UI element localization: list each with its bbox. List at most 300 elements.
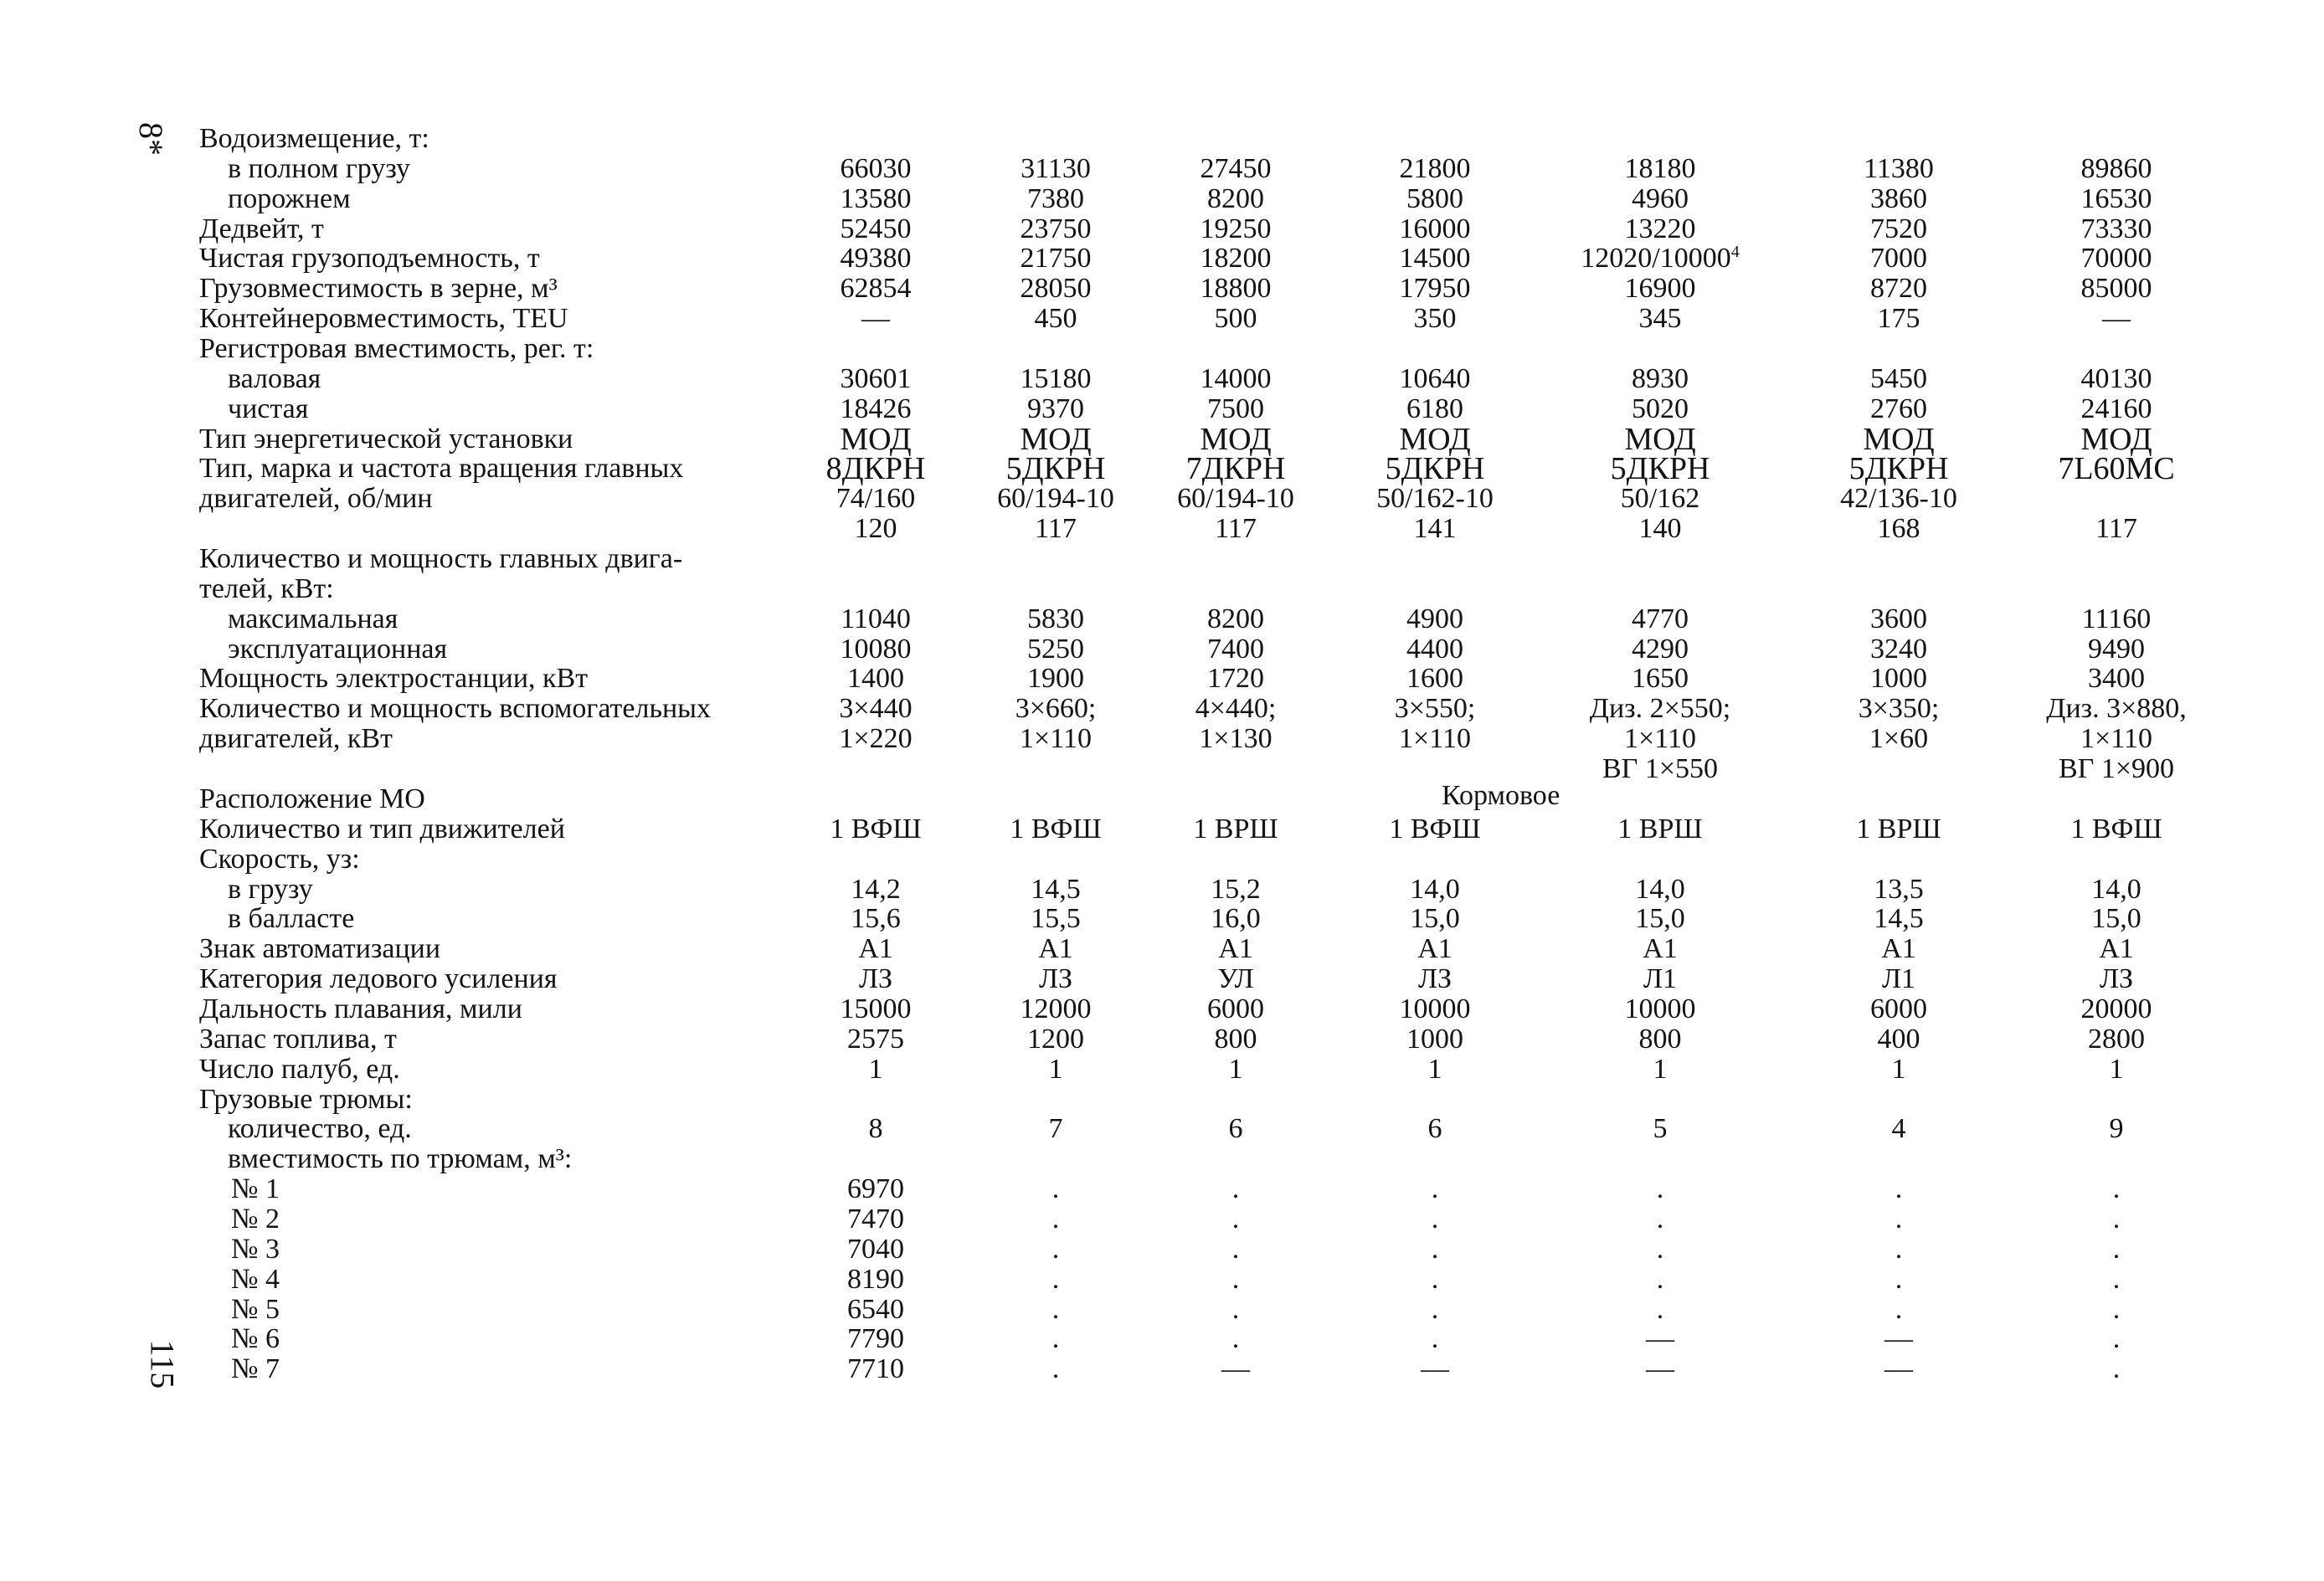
table-row (199, 875, 2208, 905)
cell-net-capacity-col-4: 14500 (1399, 243, 1471, 275)
cell-power-station-col-2: 1900 (1027, 663, 1084, 695)
cell-fuel-col-6: 400 (1877, 1023, 1920, 1055)
cell-net-capacity-col-5: 12020/10000$^4$ (1581, 243, 1740, 275)
cell-engine-type-col-4: 5ДКРН (1385, 451, 1485, 487)
cell-hold-6-col-7: . (2112, 1323, 2121, 1355)
cell-net-capacity-col-1: 49380 (840, 243, 912, 275)
cell-hold-3-col-1: 7040 (847, 1233, 904, 1265)
cell-operating-power-col-4: 4400 (1406, 633, 1463, 665)
row-label: в полном грузу (228, 152, 411, 184)
cell-net-col-1: 18426 (840, 393, 912, 424)
table-row (199, 1295, 2208, 1325)
cell-max-power-col-2: 5830 (1027, 603, 1084, 634)
cell-hold-1-col-7: . (2112, 1173, 2121, 1205)
cell-deadweight-col-6: 7520 (1870, 213, 1927, 244)
cell-propulsors-col-5: 1 ВРШ (1617, 813, 1703, 844)
cell-hold-1-col-4: . (1431, 1173, 1439, 1205)
cell-max-power-col-7: 11160 (2081, 603, 2152, 634)
cell-full-load-col-7: 89860 (2080, 152, 2152, 184)
row-label: № 2 (231, 1203, 280, 1235)
cell-speed-ballast-col-5: 15,0 (1635, 903, 1685, 935)
cell-range-col-1: 15000 (840, 993, 912, 1024)
cell-max-power-col-3: 8200 (1207, 603, 1264, 634)
cell-engine-rpm-col-6: 168 (1877, 513, 1920, 545)
table-row (199, 124, 2208, 154)
cell-operating-power-col-7: 9490 (2088, 633, 2145, 665)
cell-net-col-2: 9370 (1027, 393, 1084, 424)
cell-speed-loaded-col-6: 13,5 (1874, 873, 1924, 905)
cell-decks-col-7: 1 (2109, 1053, 2124, 1085)
cell-net-col-4: 6180 (1406, 393, 1463, 424)
table-row (199, 304, 2208, 334)
cell-hold-2-col-1: 7470 (847, 1203, 904, 1235)
table-row (199, 904, 2208, 934)
cell-holds-count-col-1: 8 (868, 1113, 883, 1145)
cell-hold-5-col-7: . (2112, 1293, 2121, 1325)
table-row (199, 1114, 2208, 1144)
cell-gross-col-3: 14000 (1200, 362, 1272, 394)
row-label: порожнем (228, 182, 351, 214)
cell-engine-type-col-5: 5ДКРН (1610, 451, 1710, 487)
cell-automation-col-7: А1 (2099, 933, 2134, 965)
cell-engine-rpm-col-7: 117 (2095, 513, 2137, 545)
cell-hold-6-col-4: . (1431, 1323, 1439, 1355)
table-row (199, 694, 2208, 724)
cell-engine-type-col-1: 8ДКРН (825, 451, 926, 487)
row-label: эксплуатационная (228, 633, 448, 665)
table-row (199, 184, 2208, 214)
cell-hold-5-col-6: . (1895, 1293, 1903, 1325)
table-row (199, 484, 2208, 514)
cell-power-plant-type-col-1: МОД (840, 421, 912, 457)
cell-speed-loaded-col-5: 14,0 (1635, 873, 1685, 905)
cell-speed-loaded-col-3: 15,2 (1211, 873, 1261, 905)
cell-speed-ballast-col-6: 14,5 (1874, 903, 1924, 935)
cell-holds-count-col-7: 9 (2109, 1113, 2124, 1145)
cell-hold-4-col-1: 8190 (847, 1263, 904, 1295)
cell-hold-4-col-6: . (1895, 1263, 1903, 1295)
cell-range-col-4: 10000 (1399, 993, 1471, 1024)
table-row (199, 754, 2208, 784)
cell-holds-count-col-6: 4 (1891, 1113, 1906, 1145)
cell-net-col-5: 5020 (1632, 393, 1689, 424)
cell-range-col-6: 6000 (1870, 993, 1927, 1024)
cell-ice-class-col-3: УЛ (1217, 963, 1254, 995)
cell-full-load-col-1: 66030 (840, 152, 912, 184)
cell-max-power-col-1: 11040 (841, 603, 911, 634)
engine-room-location-note: Кормовое (1442, 779, 1560, 811)
cell-gross-col-4: 10640 (1399, 362, 1471, 394)
table-row (199, 934, 2208, 964)
cell-holds-count-col-3: 6 (1228, 1113, 1243, 1145)
cell-hold-6-col-2: . (1051, 1323, 1060, 1355)
cell-hold-6-col-1: 7790 (847, 1323, 904, 1355)
table-row (199, 451, 2208, 487)
cell-hold-1-col-3: . (1231, 1173, 1240, 1205)
cell-holds-count-col-5: 5 (1653, 1113, 1668, 1145)
cell-operating-power-col-3: 7400 (1207, 633, 1264, 665)
cell-aux-engines-col-3: 4×440; (1195, 693, 1277, 725)
table-row (199, 664, 2208, 694)
cell-hold-1-col-5: . (1656, 1173, 1664, 1205)
cell-range-col-7: 20000 (2080, 993, 2152, 1024)
cell-aux-engines-2-col-6: 1×60 (1869, 723, 1929, 755)
cell-speed-loaded-col-2: 14,5 (1031, 873, 1081, 905)
cell-fuel-col-2: 1200 (1027, 1023, 1084, 1055)
cell-empty-col-2: 7380 (1027, 182, 1084, 214)
cell-teu-col-5: 345 (1638, 303, 1682, 335)
row-label: Тип, марка и частота вращения главных (199, 453, 684, 485)
table-row (199, 604, 2208, 634)
cell-grain-capacity-col-6: 8720 (1870, 273, 1927, 305)
row-label: Расположение МО (199, 783, 425, 814)
cell-ice-class-col-2: ЛЗ (1038, 963, 1073, 995)
cell-empty-col-4: 5800 (1406, 182, 1463, 214)
cell-power-station-col-4: 1600 (1406, 663, 1463, 695)
table-row (199, 1055, 2208, 1085)
row-label: двигателей, кВт (199, 723, 393, 755)
cell-full-load-col-2: 31130 (1021, 152, 1091, 184)
cell-grain-capacity-col-1: 62854 (840, 273, 912, 305)
cell-gross-col-5: 8930 (1632, 362, 1689, 394)
cell-propulsors-col-1: 1 ВФШ (830, 813, 922, 844)
cell-full-load-col-4: 21800 (1399, 152, 1471, 184)
cell-range-col-2: 12000 (1020, 993, 1092, 1024)
cell-speed-ballast-col-7: 15,0 (2091, 903, 2141, 935)
cell-engine-type-2-col-2: 60/194-10 (997, 483, 1114, 515)
cell-gross-col-6: 5450 (1870, 362, 1927, 394)
cell-power-plant-type-col-3: МОД (1200, 421, 1272, 457)
cell-hold-2-col-7: . (2112, 1203, 2121, 1235)
cell-hold-2-col-5: . (1656, 1203, 1664, 1235)
cell-range-col-3: 6000 (1207, 993, 1264, 1024)
cell-aux-engines-2-col-2: 1×110 (1020, 723, 1092, 755)
cell-deadweight-col-4: 16000 (1399, 213, 1471, 244)
table-row (199, 1354, 2208, 1384)
cell-hold-3-col-6: . (1895, 1233, 1903, 1265)
cell-net-col-3: 7500 (1207, 393, 1264, 424)
cell-hold-7-col-7: . (2112, 1353, 2121, 1385)
cell-engine-type-col-3: 7ДКРН (1185, 451, 1286, 487)
cell-hold-4-col-4: . (1431, 1263, 1439, 1295)
row-label: Дедвейт, т (199, 213, 324, 244)
cell-holds-count-col-4: 6 (1427, 1113, 1442, 1145)
cell-grain-capacity-col-2: 28050 (1020, 273, 1092, 305)
table-row (199, 334, 2208, 364)
cell-hold-7-col-5: — (1646, 1353, 1674, 1385)
cell-hold-4-col-3: . (1231, 1263, 1240, 1295)
cell-speed-ballast-col-2: 15,5 (1031, 903, 1081, 935)
cell-hold-1-col-2: . (1051, 1173, 1060, 1205)
cell-deadweight-col-3: 19250 (1200, 213, 1272, 244)
cell-full-load-col-3: 27450 (1200, 152, 1272, 184)
cell-empty-col-6: 3860 (1870, 182, 1927, 214)
cell-speed-ballast-col-3: 16,0 (1211, 903, 1261, 935)
cell-power-station-col-7: 3400 (2088, 663, 2145, 695)
page-header-mark: 8* (132, 122, 170, 156)
cell-hold-2-col-6: . (1895, 1203, 1903, 1235)
cell-hold-2-col-3: . (1231, 1203, 1240, 1235)
cell-hold-7-col-1: 7710 (847, 1353, 904, 1385)
table-row (199, 364, 2208, 394)
cell-power-plant-type-col-4: МОД (1399, 421, 1471, 457)
table-row (199, 724, 2208, 754)
table-row (199, 994, 2208, 1024)
cell-net-col-6: 2760 (1870, 393, 1927, 424)
cell-speed-loaded-col-1: 14,2 (851, 873, 901, 905)
cell-aux-engines-2-col-7: 1×110 (2080, 723, 2152, 755)
cell-hold-2-col-2: . (1051, 1203, 1060, 1235)
cell-aux-engines-col-5: Диз. 2×550; (1589, 693, 1731, 725)
cell-hold-5-col-2: . (1051, 1293, 1060, 1325)
cell-net-capacity-col-7: 70000 (2080, 243, 2152, 275)
row-label: Знак автоматизации (199, 933, 441, 965)
cell-propulsors-col-6: 1 ВРШ (1856, 813, 1941, 844)
cell-aux-engines-col-1: 3×440 (839, 693, 913, 725)
row-label: Количество и мощность вспомогательных (199, 693, 712, 725)
cell-deadweight-col-5: 13220 (1624, 213, 1696, 244)
cell-empty-col-7: 16530 (2080, 182, 2152, 214)
cell-ice-class-col-5: Л1 (1643, 963, 1678, 995)
cell-decks-col-6: 1 (1891, 1053, 1906, 1085)
row-label: № 1 (231, 1173, 280, 1205)
cell-engine-type-col-6: 5ДКРН (1848, 451, 1949, 487)
cell-fuel-col-4: 1000 (1406, 1023, 1463, 1055)
row-label: Количество и тип движителей (199, 813, 565, 844)
row-label: телей, кВт: (199, 572, 334, 604)
cell-empty-col-5: 4960 (1632, 182, 1689, 214)
row-label: количество, ед. (228, 1113, 412, 1145)
cell-hold-1-col-1: 6970 (847, 1173, 904, 1205)
cell-engine-type-2-col-5: 50/162 (1620, 483, 1700, 515)
table-row (199, 964, 2208, 994)
cell-max-power-col-6: 3600 (1870, 603, 1927, 634)
cell-propulsors-col-7: 1 ВФШ (2070, 813, 2162, 844)
cell-aux-engines-col-2: 3×660; (1015, 693, 1097, 725)
row-label: двигателей, об/мин (199, 483, 433, 515)
cell-gross-col-7: 40130 (2080, 362, 2152, 394)
table-row (199, 574, 2208, 604)
page-number: 115 (143, 1339, 182, 1389)
table-row (199, 1235, 2208, 1265)
cell-hold-3-col-2: . (1051, 1233, 1060, 1265)
row-label: в грузу (228, 873, 313, 905)
cell-max-power-col-4: 4900 (1406, 603, 1463, 634)
cell-hold-3-col-3: . (1231, 1233, 1240, 1265)
cell-fuel-col-3: 800 (1214, 1023, 1257, 1055)
row-label: Количество и мощность главных двига- (199, 543, 683, 575)
cell-operating-power-col-2: 5250 (1027, 633, 1084, 665)
cell-full-load-col-6: 11380 (1864, 152, 1934, 184)
table-row (199, 1144, 2208, 1174)
cell-hold-6-col-3: . (1231, 1323, 1240, 1355)
cell-net-capacity-col-2: 21750 (1020, 243, 1092, 275)
table-row (199, 814, 2208, 844)
cell-teu-col-3: 500 (1214, 303, 1257, 335)
cell-hold-3-col-7: . (2112, 1233, 2121, 1265)
table-row (199, 421, 2208, 457)
row-label: валовая (228, 362, 321, 394)
cell-automation-col-5: А1 (1643, 933, 1678, 965)
row-label: № 7 (231, 1353, 280, 1385)
cell-decks-col-3: 1 (1228, 1053, 1243, 1085)
cell-teu-col-1: — (861, 303, 890, 335)
cell-decks-col-4: 1 (1427, 1053, 1442, 1085)
cell-propulsors-col-4: 1 ВФШ (1389, 813, 1481, 844)
cell-hold-7-col-4: — (1421, 1353, 1449, 1385)
cell-power-station-col-5: 1650 (1632, 663, 1689, 695)
cell-net-capacity-col-6: 7000 (1870, 243, 1927, 275)
cell-operating-power-col-6: 3240 (1870, 633, 1927, 665)
row-label: чистая (228, 393, 309, 424)
row-label: Запас топлива, т (199, 1023, 397, 1055)
cell-teu-col-2: 450 (1034, 303, 1077, 335)
cell-hold-5-col-3: . (1231, 1293, 1240, 1325)
table-row (199, 514, 2208, 544)
cell-aux-engines-col-7: Диз. 3×880, (2046, 693, 2187, 725)
cell-speed-loaded-col-7: 14,0 (2091, 873, 2141, 905)
row-label: Водоизмещение, т: (199, 123, 429, 154)
cell-fuel-col-7: 2800 (2088, 1023, 2145, 1055)
table-row (199, 154, 2208, 184)
row-label: в балласте (228, 903, 355, 935)
table-row (199, 1324, 2208, 1354)
cell-hold-4-col-5: . (1656, 1263, 1664, 1295)
table-row (199, 634, 2208, 665)
row-label: Число палуб, ед. (199, 1053, 400, 1085)
cell-hold-3-col-4: . (1431, 1233, 1439, 1265)
row-label: № 3 (231, 1233, 280, 1265)
cell-fuel-col-5: 800 (1638, 1023, 1682, 1055)
row-label: вместимость по трюмам, м³: (228, 1143, 573, 1175)
cell-net-capacity-col-3: 18200 (1200, 243, 1272, 275)
cell-hold-4-col-2: . (1051, 1263, 1060, 1295)
cell-operating-power-col-5: 4290 (1632, 633, 1689, 665)
cell-engine-rpm-col-4: 141 (1413, 513, 1457, 545)
row-label: Чистая грузоподъемность, т (199, 243, 540, 275)
table-row (199, 1204, 2208, 1235)
cell-engine-rpm-col-1: 120 (854, 513, 897, 545)
cell-deadweight-col-1: 52450 (840, 213, 912, 244)
cell-automation-col-2: А1 (1038, 933, 1073, 965)
cell-aux-engines-2-col-5: 1×110 (1624, 723, 1696, 755)
cell-grain-capacity-col-5: 16900 (1624, 273, 1696, 305)
cell-aux-engines-2-col-3: 1×130 (1199, 723, 1273, 755)
table-row (199, 1265, 2208, 1295)
cell-holds-count-col-2: 7 (1048, 1113, 1063, 1145)
cell-aux-engines-3-col-7: ВГ 1×900 (2058, 753, 2174, 785)
table-row (199, 844, 2208, 875)
cell-hold-2-col-4: . (1431, 1203, 1439, 1235)
cell-grain-capacity-col-3: 18800 (1200, 273, 1272, 305)
row-label: Грузовые трюмы: (199, 1083, 413, 1115)
cell-aux-engines-col-4: 3×550; (1394, 693, 1476, 725)
row-label: максимальная (228, 603, 398, 634)
cell-speed-ballast-col-1: 15,6 (851, 903, 901, 935)
cell-automation-col-6: А1 (1881, 933, 1916, 965)
cell-engine-type-2-col-1: 74/160 (836, 483, 916, 515)
cell-power-plant-type-col-7: МОД (2080, 421, 2152, 457)
row-label: Мощность электростанции, кВт (199, 663, 589, 695)
cell-engine-type-col-2: 5ДКРН (1005, 451, 1106, 487)
cell-empty-col-3: 8200 (1207, 182, 1264, 214)
cell-aux-engines-col-6: 3×350; (1858, 693, 1940, 725)
cell-aux-engines-3-col-5: ВГ 1×550 (1602, 753, 1718, 785)
cell-deadweight-col-2: 23750 (1020, 213, 1092, 244)
cell-engine-type-2-col-3: 60/194-10 (1177, 483, 1294, 515)
cell-teu-col-4: 350 (1413, 303, 1457, 335)
cell-engine-type-2-col-6: 42/136-10 (1840, 483, 1957, 515)
cell-operating-power-col-1: 10080 (840, 633, 912, 665)
row-label: № 4 (231, 1263, 280, 1295)
cell-automation-col-3: А1 (1218, 933, 1253, 965)
row-label: № 6 (231, 1323, 280, 1355)
cell-hold-3-col-5: . (1656, 1233, 1664, 1265)
row-label: Тип энергетической установки (199, 423, 573, 454)
cell-hold-5-col-4: . (1431, 1293, 1439, 1325)
cell-range-col-5: 10000 (1624, 993, 1696, 1024)
cell-hold-4-col-7: . (2112, 1263, 2121, 1295)
cell-engine-rpm-col-5: 140 (1638, 513, 1682, 545)
cell-hold-1-col-6: . (1895, 1173, 1903, 1205)
cell-teu-col-7: — (2102, 303, 2131, 335)
cell-decks-col-5: 1 (1653, 1053, 1668, 1085)
table-row (199, 1174, 2208, 1204)
table-row (199, 244, 2208, 274)
cell-ice-class-col-7: ЛЗ (2099, 963, 2134, 995)
cell-grain-capacity-col-4: 17950 (1399, 273, 1471, 305)
cell-engine-type-col-7: 7L60MC (2058, 451, 2175, 487)
cell-power-plant-type-col-5: МОД (1624, 421, 1696, 457)
table-row (199, 214, 2208, 244)
cell-power-plant-type-col-2: МОД (1020, 421, 1092, 457)
cell-fuel-col-1: 2575 (847, 1023, 904, 1055)
row-label: Категория ледового усиления (199, 963, 558, 995)
cell-speed-ballast-col-4: 15,0 (1410, 903, 1460, 935)
cell-ice-class-col-1: ЛЗ (858, 963, 893, 995)
row-label: Контейнеровместимость, TEU (199, 303, 568, 335)
table-row (199, 784, 2208, 814)
cell-hold-6-col-5: — (1646, 1323, 1674, 1355)
cell-speed-loaded-col-4: 14,0 (1410, 873, 1460, 905)
cell-engine-rpm-col-2: 117 (1035, 513, 1077, 545)
cell-net-col-7: 24160 (2080, 393, 2152, 424)
cell-gross-col-1: 30601 (840, 362, 912, 394)
cell-power-station-col-3: 1720 (1207, 663, 1264, 695)
row-label: Грузовместимость в зерне, м³ (199, 273, 558, 305)
table-row (199, 1024, 2208, 1055)
cell-gross-col-2: 15180 (1020, 362, 1092, 394)
cell-deadweight-col-7: 73330 (2080, 213, 2152, 244)
table-row (199, 1085, 2208, 1115)
table-row (199, 394, 2208, 424)
row-label: Скорость, уз: (199, 843, 360, 875)
cell-propulsors-col-3: 1 ВРШ (1193, 813, 1278, 844)
cell-max-power-col-5: 4770 (1632, 603, 1689, 634)
cell-hold-5-col-1: 6540 (847, 1293, 904, 1325)
cell-automation-col-4: А1 (1417, 933, 1452, 965)
cell-power-plant-type-col-6: МОД (1863, 421, 1935, 457)
row-label: Дальность плавания, мили (199, 993, 522, 1024)
cell-propulsors-col-2: 1 ВФШ (1010, 813, 1102, 844)
footnote-marker: 4 (1730, 243, 1740, 262)
cell-hold-7-col-3: — (1221, 1353, 1250, 1385)
cell-hold-5-col-5: . (1656, 1293, 1664, 1325)
cell-teu-col-6: 175 (1877, 303, 1920, 335)
table-row (199, 274, 2208, 304)
cell-grain-capacity-col-7: 85000 (2080, 273, 2152, 305)
cell-full-load-col-5: 18180 (1624, 152, 1696, 184)
